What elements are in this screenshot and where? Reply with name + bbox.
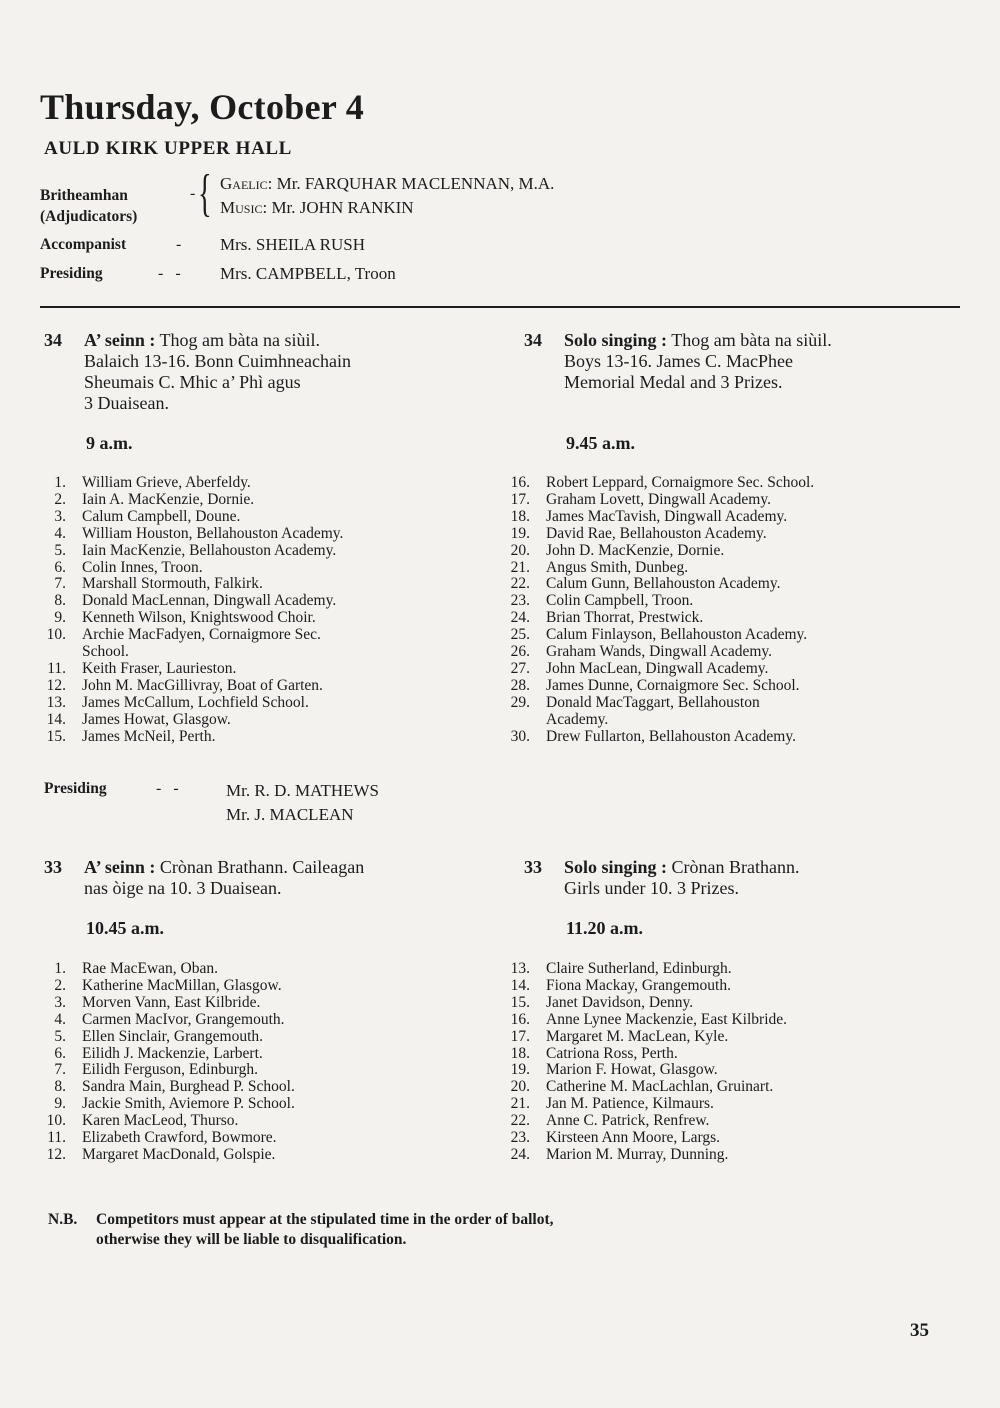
entry-name: Brian Thorrat, Prestwick.: [546, 609, 704, 627]
entry-name: Sandra Main, Burghead P. School.: [82, 1078, 295, 1096]
entry-name: Academy.: [546, 710, 609, 728]
list-item: [502, 678, 952, 695]
brace-icon: {: [198, 165, 212, 222]
list-item: [502, 712, 952, 729]
gaelic-adjudicator: Gaelic: Mr. FARQUHAR MACLENNAN, M.A.: [220, 174, 555, 193]
event-number: 34: [524, 330, 542, 350]
entry-name: Jackie Smith, Aviemore P. School.: [82, 1095, 295, 1113]
list-item: [38, 678, 478, 695]
entry-name: Donald MacTaggart, Bellahouston: [546, 693, 760, 711]
accompanist-dash: -: [176, 236, 182, 253]
entry-number: 3.: [54, 507, 66, 525]
event-number: 34: [44, 330, 62, 350]
list-item: [502, 576, 952, 593]
entry-name: Ellen Sinclair, Grangemouth.: [82, 1027, 264, 1045]
entry-number: 19.: [510, 524, 530, 542]
event-time: 10.45 a.m.: [86, 918, 164, 938]
list-item: [38, 1062, 478, 1079]
entry-number: 30.: [510, 727, 530, 745]
entry-name: Elizabeth Crawford, Bowmore.: [82, 1129, 277, 1147]
list-item: [502, 1012, 952, 1029]
list-item: [38, 576, 478, 593]
list-item: [502, 1046, 952, 1063]
entry-number: 26.: [510, 643, 530, 661]
entry-number: 18.: [510, 507, 530, 525]
entry-number: 14.: [510, 976, 530, 994]
music-adjudicator: Music: Mr. JOHN RANKIN: [220, 198, 414, 217]
entry-name: Marion F. Howat, Glasgow.: [546, 1061, 718, 1079]
list-item: [502, 509, 952, 526]
competitor-list: [502, 475, 952, 746]
list-item: [38, 627, 478, 644]
entry-number: 24.: [510, 609, 530, 627]
entry-name: Keith Fraser, Laurieston.: [82, 659, 237, 677]
list-item: [502, 610, 952, 627]
entry-number: 5.: [54, 541, 66, 559]
entry-name: Colin Innes, Troon.: [82, 558, 203, 576]
presiding-dash: - -: [158, 265, 181, 282]
list-item: [38, 961, 478, 978]
list-item: [38, 644, 478, 661]
entry-name: Kirsteen Ann Moore, Largs.: [546, 1129, 721, 1147]
event-description: Solo singing : Crònan Brathann. Girls under 10. 3 Prizes.: [564, 857, 800, 898]
entry-number: 9.: [54, 1095, 66, 1113]
adjudicators-dash: -: [190, 185, 196, 202]
entry-name: Eilidh Ferguson, Edinburgh.: [82, 1061, 258, 1079]
list-item: [502, 978, 952, 995]
entry-name: John D. MacKenzie, Dornie.: [546, 541, 725, 559]
entry-name: Claire Sutherland, Edinburgh.: [546, 960, 732, 977]
entry-name: Catriona Ross, Perth.: [546, 1044, 678, 1062]
entry-number: 2.: [54, 490, 66, 508]
competitor-list: [38, 961, 478, 1164]
entry-number: 10.: [46, 1112, 66, 1130]
adjudicators-label: Britheamhan (Adjudicators): [40, 187, 138, 225]
list-item: [38, 695, 478, 712]
list-item: [38, 593, 478, 610]
list-item: [502, 475, 952, 492]
entry-number: 22.: [510, 575, 530, 593]
entry-number: 11.: [47, 1129, 66, 1147]
entry-number: 8.: [54, 592, 66, 610]
list-item: [502, 995, 952, 1012]
list-item: [502, 1147, 952, 1164]
presiding-label: Presiding: [40, 265, 103, 282]
entry-name: Graham Lovett, Dingwall Academy.: [546, 490, 771, 508]
presiding-label: Presiding: [44, 780, 107, 797]
entry-number: 17.: [510, 490, 530, 508]
entry-number: 4.: [54, 524, 66, 542]
list-item: [38, 610, 478, 627]
entry-name: Katherine MacMillan, Glasgow.: [82, 976, 282, 994]
entry-number: 12.: [46, 1145, 66, 1163]
entry-name: Rae MacEwan, Oban.: [82, 960, 219, 977]
entry-number: 1.: [54, 474, 66, 491]
ballot-note: N.B. Competitors must appear at the stipulated time in the order of ballot, otherwise they will be liable to disqualification.: [48, 1211, 554, 1248]
event-description: Solo singing : Thog am bàta na siùil. Boys 13-16. James C. MacPhee Memorial Medal and 3 Prizes.: [564, 330, 832, 392]
event-description: A’ seinn : Crònan Brathann. Caileagan nas òige na 10. 3 Duaisean.: [84, 857, 365, 898]
entry-number: 15.: [510, 993, 530, 1011]
entry-name: James MacTavish, Dingwall Academy.: [546, 507, 788, 525]
entry-number: 29.: [510, 693, 530, 711]
list-item: [38, 995, 478, 1012]
event-time: 9 a.m.: [86, 433, 133, 453]
list-item: [502, 526, 952, 543]
entry-name: Donald MacLennan, Dingwall Academy.: [82, 592, 337, 610]
entry-number: 6.: [54, 1044, 66, 1062]
entry-name: James McCallum, Lochfield School.: [82, 693, 309, 711]
entry-name: Colin Campbell, Troon.: [546, 592, 694, 610]
entry-number: 18.: [510, 1044, 530, 1062]
entry-number: 10.: [46, 626, 66, 644]
list-item: [38, 526, 478, 543]
entry-name: William Grieve, Aberfeldy.: [82, 474, 251, 491]
list-item: [502, 560, 952, 577]
entry-name: Eilidh J. Mackenzie, Larbert.: [82, 1044, 263, 1062]
competitor-list: [502, 961, 952, 1164]
presiding-dash: - -: [156, 780, 179, 797]
list-item: [38, 729, 478, 746]
list-item: [38, 712, 478, 729]
entry-number: 6.: [54, 558, 66, 576]
list-item: [38, 475, 478, 492]
entry-name: Robert Leppard, Cornaigmore Sec. School.: [546, 474, 815, 491]
entry-number: 16.: [510, 1010, 530, 1028]
list-item: [502, 644, 952, 661]
entry-name: Marion M. Murray, Dunning.: [546, 1145, 729, 1163]
list-item: [38, 560, 478, 577]
page-number: 35: [910, 1320, 929, 1341]
list-item: [502, 1062, 952, 1079]
entry-number: 24.: [510, 1145, 530, 1163]
entry-name: Angus Smith, Dunbeg.: [546, 558, 689, 576]
entry-name: Carmen MacIvor, Grangemouth.: [82, 1010, 285, 1028]
entry-name: Iain MacKenzie, Bellahouston Academy.: [82, 541, 337, 559]
list-item: [38, 1113, 478, 1130]
list-item: [38, 1079, 478, 1096]
entry-name: Janet Davidson, Denny.: [546, 993, 694, 1011]
entry-number: 22.: [510, 1112, 530, 1130]
accompanist-name: Mrs. SHEILA RUSH: [220, 235, 365, 254]
entry-number: 13.: [46, 693, 66, 711]
entry-number: 7.: [54, 575, 66, 593]
entry-name: Karen MacLeod, Thurso.: [82, 1112, 239, 1130]
entry-number: 23.: [510, 592, 530, 610]
entry-number: 1.: [54, 960, 66, 977]
entry-number: 3.: [54, 993, 66, 1011]
entry-name: Morven Vann, East Kilbride.: [82, 993, 261, 1011]
entry-name: John M. MacGillivray, Boat of Garten.: [82, 676, 323, 694]
entry-name: Anne Lynee Mackenzie, East Kilbride.: [546, 1010, 788, 1028]
entry-name: Fiona Mackay, Grangemouth.: [546, 976, 731, 994]
entry-number: 23.: [510, 1129, 530, 1147]
entry-name: James Dunne, Cornaigmore Sec. School.: [546, 676, 800, 694]
entry-number: 20.: [510, 1078, 530, 1096]
list-item: [502, 695, 952, 712]
entry-name: Calum Campbell, Doune.: [82, 507, 241, 525]
list-item: [38, 509, 478, 526]
entry-number: 25.: [510, 626, 530, 644]
list-item: [502, 593, 952, 610]
event-number: 33: [44, 857, 62, 877]
list-item: [38, 1130, 478, 1147]
entry-number: 11.: [47, 659, 66, 677]
entry-name: Catherine M. MacLachlan, Gruinart.: [546, 1078, 774, 1096]
entry-number: [502, 712, 530, 729]
entry-name: Jan M. Patience, Kilmaurs.: [546, 1095, 714, 1113]
entry-number: 13.: [510, 960, 530, 977]
event-number: 33: [524, 857, 542, 877]
list-item: [502, 1130, 952, 1147]
list-item: [38, 1147, 478, 1164]
list-item: [38, 1046, 478, 1063]
entry-number: 15.: [46, 727, 66, 745]
entry-name: Archie MacFadyen, Cornaigmore Sec.: [82, 626, 321, 644]
entry-number: 7.: [54, 1061, 66, 1079]
list-item: [502, 1079, 952, 1096]
entry-number: 12.: [46, 676, 66, 694]
entry-name: Anne C. Patrick, Renfrew.: [546, 1112, 710, 1130]
presiding-names: Mr. R. D. MATHEWS Mr. J. MACLEAN: [226, 781, 380, 824]
competitor-list: [38, 475, 478, 746]
list-item: [502, 729, 952, 746]
list-item: [38, 978, 478, 995]
list-item: [502, 492, 952, 509]
list-item: [502, 961, 952, 978]
entry-name: School.: [82, 643, 129, 661]
entry-name: John MacLean, Dingwall Academy.: [546, 659, 769, 677]
entry-name: William Houston, Bellahouston Academy.: [82, 524, 344, 542]
entry-name: Marshall Stormouth, Falkirk.: [82, 575, 263, 593]
entry-name: Kenneth Wilson, Knightswood Choir.: [82, 609, 316, 627]
divider-rule: [40, 306, 960, 308]
entry-name: Iain A. MacKenzie, Dornie.: [82, 490, 255, 508]
entry-number: 20.: [510, 541, 530, 559]
list-item: [502, 543, 952, 560]
list-item: [502, 627, 952, 644]
entry-name: Calum Finlayson, Bellahouston Academy.: [546, 626, 808, 644]
page-title: Thursday, October 4: [40, 87, 365, 127]
list-item: [502, 661, 952, 678]
entry-number: 27.: [510, 659, 530, 677]
entry-name: Margaret M. MacLean, Kyle.: [546, 1027, 729, 1045]
entry-name: Calum Gunn, Bellahouston Academy.: [546, 575, 781, 593]
entry-number: 17.: [510, 1027, 530, 1045]
entry-name: James Howat, Glasgow.: [82, 710, 231, 728]
entry-number: 28.: [510, 676, 530, 694]
list-item: [38, 543, 478, 560]
entry-number: 9.: [54, 609, 66, 627]
list-item: [502, 1113, 952, 1130]
entry-number: [38, 644, 66, 661]
entry-number: 14.: [46, 710, 66, 728]
list-item: [38, 1029, 478, 1046]
adjudicators-list: [220, 172, 554, 220]
accompanist-label: Accompanist: [40, 236, 127, 253]
list-item: [38, 1096, 478, 1113]
list-item: [502, 1096, 952, 1113]
entry-name: James McNeil, Perth.: [82, 727, 216, 745]
entry-name: Margaret MacDonald, Golspie.: [82, 1145, 276, 1163]
event-time: 9.45 a.m.: [566, 433, 635, 453]
hall-name: AULD KIRK UPPER HALL: [44, 138, 292, 159]
entry-number: 2.: [54, 976, 66, 994]
entry-name: Drew Fullarton, Bellahouston Academy.: [546, 727, 796, 745]
event-description: A’ seinn : Thog am bàta na siùil. Balaich 13-16. Bonn Cuimhneachain Sheumais C. Mhic a’ Phì agus 3 Duaisean.: [84, 330, 351, 413]
entry-number: 21.: [510, 1095, 530, 1113]
entry-number: 8.: [54, 1078, 66, 1096]
list-item: [502, 1029, 952, 1046]
event-time: 11.20 a.m.: [566, 918, 644, 938]
presiding-name: Mrs. CAMPBELL, Troon: [220, 264, 396, 283]
entry-name: Graham Wands, Dingwall Academy.: [546, 643, 773, 661]
entry-number: 19.: [510, 1061, 530, 1079]
entry-number: 16.: [510, 474, 530, 491]
list-item: [38, 661, 478, 678]
entry-number: 4.: [54, 1010, 66, 1028]
entry-number: 5.: [54, 1027, 66, 1045]
entry-name: David Rae, Bellahouston Academy.: [546, 524, 767, 542]
entry-number: 21.: [510, 558, 530, 576]
list-item: [38, 1012, 478, 1029]
list-item: [38, 492, 478, 509]
